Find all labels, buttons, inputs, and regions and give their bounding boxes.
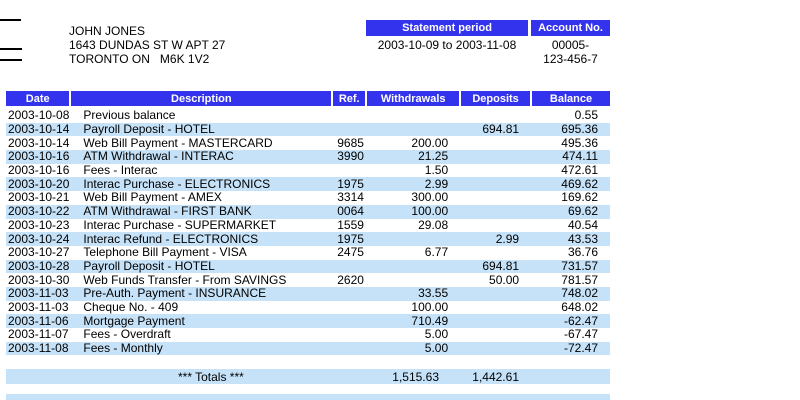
- cell-date: 2003-11-08: [6, 342, 71, 356]
- cell-balance: 0.55: [574, 108, 598, 123]
- cell-deposit: 694.81: [461, 260, 532, 274]
- table-row: [6, 136, 610, 150]
- cell-withdrawal: 5.00: [367, 342, 461, 356]
- cell-withdrawal: 710.49: [367, 314, 461, 328]
- cell-balance: 648.02: [561, 299, 598, 314]
- cell-ref: [333, 123, 367, 137]
- table-row: [6, 260, 610, 274]
- corner-mark: [0, 48, 22, 50]
- cell-date: 2003-11-03: [8, 299, 69, 314]
- customer-address-line1: 1643 DUNDAS ST W APT 27: [69, 38, 226, 52]
- cell-description: Fees - Monthly: [71, 342, 333, 356]
- table-row: [6, 109, 610, 123]
- cell-deposit: [461, 150, 532, 164]
- cell-deposit: [461, 177, 532, 191]
- cell-balance: 731.57: [532, 260, 610, 274]
- cell-balance: -72.47: [532, 342, 610, 356]
- cell-deposit: 694.81: [461, 123, 532, 137]
- cell-deposit: 2.99: [461, 232, 532, 246]
- statement-period-header: Statement period: [366, 20, 528, 36]
- cell-ref: [333, 109, 367, 123]
- cell-balance: 474.11: [532, 150, 610, 164]
- cell-balance: -67.47: [563, 327, 598, 342]
- cell-date: 2003-10-27: [8, 245, 70, 260]
- table-row: [6, 150, 610, 164]
- cell-balance: 472.61: [561, 163, 598, 178]
- cell-description: Web Funds Transfer - From SAVINGS: [83, 272, 287, 287]
- cell-withdrawal: 300.00: [411, 190, 449, 205]
- column-header-withdrawals: Withdrawals: [367, 91, 461, 106]
- cell-deposit: [461, 219, 532, 233]
- cell-description: ATM Withdrawal - FIRST BANK: [71, 205, 333, 219]
- totals-row: [6, 369, 610, 384]
- cell-date: 2003-10-14: [8, 135, 70, 150]
- cell-description: Payroll Deposit - HOTEL: [71, 123, 333, 137]
- statement-period-value: 2003-10-09 to 2003-11-08: [377, 38, 517, 52]
- table-row: [6, 342, 610, 356]
- cell-deposit: [461, 287, 532, 301]
- corner-mark: [0, 19, 21, 21]
- corner-mark: [0, 59, 22, 61]
- cell-date: 2003-10-30: [8, 272, 70, 287]
- cell-description: Previous balance: [83, 108, 176, 123]
- cell-balance: 781.57: [561, 272, 598, 287]
- cell-deposit: [461, 136, 532, 150]
- cell-description: Pre-Auth. Payment - INSURANCE: [71, 287, 333, 301]
- transactions-table: [6, 91, 610, 355]
- cell-withdrawal: 29.08: [418, 217, 449, 232]
- table-row: [6, 205, 610, 219]
- cell-balance: 43.53: [532, 232, 610, 246]
- cell-description: Telephone Bill Payment - VISA: [83, 245, 247, 260]
- cell-ref: 1559: [337, 217, 364, 232]
- account-number-header: Account No.: [531, 20, 610, 36]
- cell-date: 2003-10-08: [8, 108, 70, 123]
- cell-deposit: 50.00: [489, 272, 520, 287]
- footer-band: [6, 394, 610, 400]
- cell-description: ATM Withdrawal - INTERAC: [71, 150, 333, 164]
- cell-description: Web Bill Payment - MASTERCARD: [83, 135, 273, 150]
- cell-description: Interac Purchase - ELECTRONICS: [71, 177, 333, 191]
- table-row: [6, 287, 610, 301]
- column-header-ref: Ref.: [333, 91, 367, 106]
- cell-deposit: [461, 301, 532, 315]
- cell-description: Interac Refund - ELECTRONICS: [71, 232, 333, 246]
- cell-ref: 1975: [333, 232, 367, 246]
- cell-date: 2003-11-03: [6, 287, 71, 301]
- cell-withdrawal: [367, 109, 461, 123]
- cell-description: Web Bill Payment - AMEX: [83, 190, 222, 205]
- totals-label: *** Totals ***: [178, 370, 244, 384]
- cell-deposit: [461, 164, 532, 178]
- cell-date: 2003-11-07: [8, 327, 69, 342]
- cell-deposit: [461, 191, 532, 205]
- cell-withdrawal: 33.55: [367, 287, 461, 301]
- table-header-row: [6, 91, 610, 106]
- table-row: [6, 177, 610, 191]
- cell-ref: 3990: [333, 150, 367, 164]
- cell-withdrawal: 21.25: [367, 150, 461, 164]
- cell-ref: [333, 314, 367, 328]
- cell-ref: [333, 301, 367, 315]
- table-row: [6, 123, 610, 137]
- cell-description: Interac Purchase - SUPERMARKET: [83, 217, 277, 232]
- table-row: [6, 328, 610, 342]
- column-header-balance: Balance: [532, 91, 610, 106]
- cell-withdrawal: 2.99: [367, 177, 461, 191]
- cell-deposit: [461, 342, 532, 356]
- cell-date: 2003-10-21: [8, 190, 70, 205]
- cell-deposit: [461, 328, 532, 342]
- customer-address: [69, 24, 225, 66]
- cell-ref: 9685: [337, 135, 364, 150]
- cell-withdrawal: 100.00: [411, 299, 449, 314]
- cell-balance: 40.54: [567, 217, 598, 232]
- cell-balance: 748.02: [532, 287, 610, 301]
- column-header-date: Date: [6, 91, 71, 106]
- cell-ref: [333, 328, 367, 342]
- customer-name: JOHN JONES: [69, 24, 146, 38]
- cell-balance: 169.62: [561, 190, 598, 205]
- cell-date: 2003-10-22: [8, 204, 70, 219]
- cell-withdrawal: [367, 260, 461, 274]
- cell-date: 2003-11-06: [6, 314, 71, 328]
- table-row: [6, 246, 610, 260]
- customer-address-line2: TORONTO ON M6K 1V2: [69, 52, 210, 66]
- cell-balance: -62.47: [532, 314, 610, 328]
- table-row: [6, 232, 610, 246]
- cell-withdrawal: 1.50: [424, 163, 449, 178]
- cell-date: 2003-10-16: [8, 149, 70, 164]
- table-row: [6, 164, 610, 178]
- cell-description: Mortgage Payment: [71, 314, 333, 328]
- column-header-description: Description: [71, 91, 333, 106]
- cell-deposit: [461, 314, 532, 328]
- table-row: [6, 273, 610, 287]
- cell-date: 2003-10-24: [8, 231, 70, 246]
- cell-description: Cheque No. - 409: [83, 299, 179, 314]
- cell-date: 2003-10-28: [8, 258, 70, 273]
- cell-date: 2003-10-16: [8, 163, 70, 178]
- column-header-deposits: Deposits: [461, 91, 532, 106]
- cell-ref: 2475: [337, 245, 364, 260]
- cell-withdrawal: [367, 232, 461, 246]
- cell-description: Fees - Overdraft: [83, 327, 171, 342]
- cell-balance: 36.76: [567, 245, 598, 260]
- cell-ref: 2620: [337, 272, 364, 287]
- cell-ref: 0064: [333, 205, 367, 219]
- total-deposits: 1,442.61: [472, 370, 519, 384]
- cell-ref: [333, 342, 367, 356]
- cell-deposit: [461, 205, 532, 219]
- account-number-value: [531, 38, 610, 66]
- cell-balance: 469.62: [532, 177, 610, 191]
- total-withdrawals: 1,515.63: [392, 370, 439, 384]
- cell-balance: 495.36: [561, 135, 598, 150]
- cell-balance: 69.62: [532, 205, 610, 219]
- cell-balance: 695.36: [532, 123, 610, 137]
- cell-withdrawal: [367, 123, 461, 137]
- cell-withdrawal: 100.00: [367, 205, 461, 219]
- cell-date: 2003-10-20: [8, 176, 70, 191]
- cell-deposit: [461, 246, 532, 260]
- cell-description: Payroll Deposit - HOTEL: [71, 260, 333, 274]
- cell-withdrawal: 5.00: [424, 327, 449, 342]
- account-number-line2: 123-456-7: [543, 52, 598, 66]
- cell-description: Fees - Interac: [83, 163, 158, 178]
- cell-ref: [333, 260, 367, 274]
- cell-ref: 3314: [337, 190, 364, 205]
- cell-deposit: [461, 109, 532, 123]
- account-number-line1: 00005-: [551, 38, 590, 52]
- cell-date: 2003-10-23: [8, 217, 70, 232]
- table-row: [6, 301, 610, 315]
- cell-date: 2003-10-14: [8, 122, 70, 137]
- cell-withdrawal: 6.77: [424, 245, 449, 260]
- table-row: [6, 314, 610, 328]
- cell-ref: [333, 164, 367, 178]
- cell-ref: [333, 287, 367, 301]
- table-row: [6, 219, 610, 233]
- cell-withdrawal: [367, 273, 461, 287]
- table-row: [6, 191, 610, 205]
- cell-withdrawal: 200.00: [411, 135, 449, 150]
- cell-ref: 1975: [333, 177, 367, 191]
